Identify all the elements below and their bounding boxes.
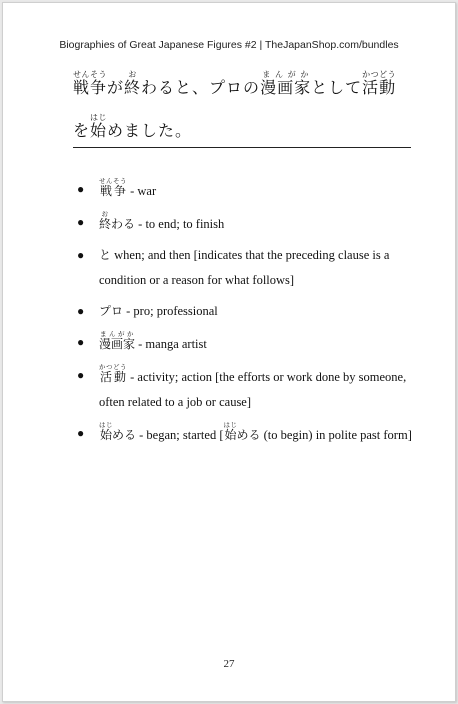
bullet-icon: ●: [77, 426, 85, 440]
vocab-item: [73, 421, 413, 448]
vocab-term: 活動かつどう: [99, 363, 127, 384]
vocab-definition: - began; started [: [136, 428, 224, 442]
vocabulary-list: [73, 177, 413, 454]
vocab-term: 戦争せんそう: [99, 177, 127, 198]
vocab-definition: - to end; to finish: [135, 217, 225, 231]
vocab-term: 漫画家まんがか: [99, 330, 136, 351]
sentence-text: を始はじめました。: [73, 113, 193, 140]
vocab-item: [73, 177, 413, 204]
book-page: [2, 2, 456, 702]
vocab-definition-tail: (to begin) in polite past form]: [260, 428, 412, 442]
vocab-term: プロ: [99, 304, 124, 318]
bullet-icon: ●: [77, 215, 85, 229]
vocab-item: [73, 299, 413, 324]
vocab-definition: - pro; professional: [123, 304, 218, 318]
furigana-word: 活動かつどう: [362, 70, 397, 97]
furigana-word: 終お: [124, 70, 142, 97]
vocab-term-okurigana: わる: [111, 217, 136, 231]
page-number: 27: [223, 658, 235, 670]
sentence-text: 戦争せんそうが終おわると、プロの漫画家まんがかとして活動かつどう: [73, 70, 397, 97]
bullet-icon: ●: [77, 368, 85, 382]
vocab-inline-okurigana: める: [236, 428, 261, 442]
vocab-definition: - activity; action [the efforts or work done by someone, often related to a job or cause]: [99, 370, 407, 409]
vocab-item: [73, 330, 413, 357]
sentence-line-2: [73, 113, 409, 144]
vocab-term: 終お: [99, 210, 112, 231]
vocab-definition: when; and then [indicates that the preceding clause is a condition or a reason for what follows]: [99, 248, 390, 287]
vocab-term-okurigana: める: [112, 428, 137, 442]
vocab-item: [73, 363, 413, 415]
running-header: Biographies of Great Japanese Figures #2 | TheJapanShop.com/bundles: [59, 39, 399, 51]
bullet-icon: ●: [77, 335, 85, 349]
furigana-word: 始はじ: [90, 113, 108, 140]
divider-line: [73, 147, 411, 148]
bullet-icon: ●: [77, 304, 85, 318]
furigana-word: 漫画家まんがか: [260, 70, 312, 97]
vocab-item: [73, 243, 413, 293]
bullet-icon: ●: [77, 248, 85, 262]
bullet-icon: ●: [77, 182, 85, 196]
vocab-inline-term: 始はじ: [223, 421, 238, 442]
vocab-definition: - war: [126, 184, 157, 198]
vocab-term: 始はじ: [99, 421, 113, 442]
vocab-term: と: [99, 248, 112, 262]
furigana-word: 戦争せんそう: [73, 70, 108, 97]
vocab-item: [73, 210, 413, 237]
sentence-line-1: [73, 70, 409, 101]
vocab-definition: - manga artist: [135, 337, 207, 351]
